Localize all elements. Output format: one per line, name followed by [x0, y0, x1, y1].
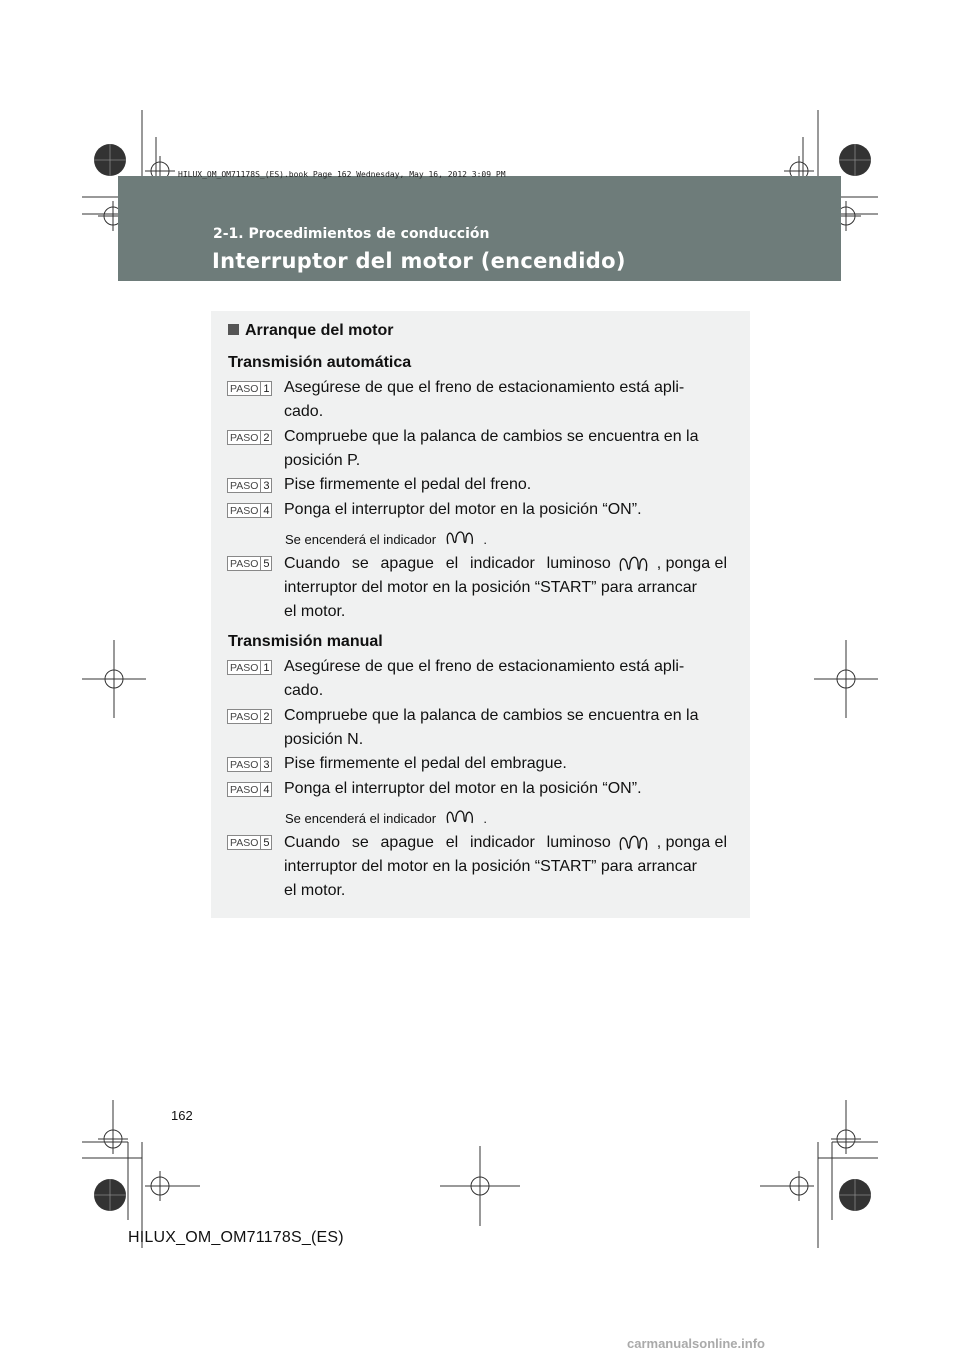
auto-step3: Pise firmemente el pedal del freno. [284, 476, 532, 493]
step-word: PASO [227, 478, 261, 493]
step-badge-5 [227, 835, 272, 850]
section-label: 2-1. Procedimientos de conducción [213, 226, 490, 242]
footer-doc-id: HILUX_OM_OM71178S_(ES) [128, 1229, 344, 1246]
step-num: 5 [261, 556, 272, 571]
manual-step3: Pise firmemente el pedal del embrague. [284, 755, 567, 772]
panel-heading-text: Arranque del motor [245, 322, 394, 339]
auto-step4: Ponga el interruptor del motor en la posición “ON”. [284, 501, 642, 518]
manual-step1: Asegúrese de que el freno de estacionamiento está apli- cado. [284, 658, 685, 699]
automatic-title: Transmisión automática [228, 354, 412, 371]
step-num: 4 [261, 503, 272, 518]
step-word: PASO [227, 660, 261, 675]
step-num: 3 [261, 757, 272, 772]
step-num: 1 [261, 660, 272, 675]
step-badge-4 [227, 782, 272, 797]
step-badge-3 [227, 478, 272, 493]
step-word: PASO [227, 381, 261, 396]
glow-plug-indicator-icon [611, 831, 657, 855]
panel-heading [228, 319, 393, 343]
step-badge-3 [227, 757, 272, 772]
step-word: PASO [227, 709, 261, 724]
square-bullet-icon [228, 324, 239, 335]
manual-step2: Compruebe que la palanca de cambios se encuentra en la posición N. [284, 707, 699, 748]
step-word: PASO [227, 757, 261, 772]
page-title: Interruptor del motor (encendido) [212, 249, 626, 273]
glow-plug-indicator-icon [440, 528, 480, 548]
step-word: PASO [227, 782, 261, 797]
step-badge-2 [227, 709, 272, 724]
watermark: carmanualsonline.info [627, 1336, 765, 1351]
step-badge-1 [227, 381, 272, 396]
step-word: PASO [227, 556, 261, 571]
step-badge-5 [227, 556, 272, 571]
step-badge-1 [227, 660, 272, 675]
glow-plug-indicator-icon [611, 552, 657, 576]
step-badge-4 [227, 503, 272, 518]
book-info-line: HILUX_OM_OM71178S_(ES).book Page 162 Wednesday, May 16, 2012 3:09 PM [178, 170, 506, 179]
glow-plug-indicator-icon [440, 807, 480, 827]
manual-step5: Cuando se apague el indicador luminoso , ponga el interruptor del motor en la posición “START” para arrancar el motor. [284, 831, 727, 903]
auto-step5: Cuando se apague el indicador luminoso , ponga el interruptor del motor en la posición “START” para arrancar el motor. [284, 552, 727, 624]
step-word: PASO [227, 430, 261, 445]
auto-step2: Compruebe que la palanca de cambios se encuentra en la posición P. [284, 428, 699, 469]
step-num: 3 [261, 478, 272, 493]
step-badge-2 [227, 430, 272, 445]
manual-title: Transmisión manual [228, 633, 383, 650]
step-num: 2 [261, 709, 272, 724]
step-num: 4 [261, 782, 272, 797]
step-word: PASO [227, 503, 261, 518]
auto-step1: Asegúrese de que el freno de estacionamiento está apli- cado. [284, 379, 685, 420]
manual-step4: Ponga el interruptor del motor en la posición “ON”. [284, 780, 642, 797]
manual-note: Se encenderá el indicador . [285, 807, 487, 828]
page-number: 162 [171, 1108, 193, 1123]
step-word: PASO [227, 835, 261, 850]
step-num: 2 [261, 430, 272, 445]
step-num: 5 [261, 835, 272, 850]
auto-note: Se encenderá el indicador . [285, 528, 487, 549]
step-num: 1 [261, 381, 272, 396]
